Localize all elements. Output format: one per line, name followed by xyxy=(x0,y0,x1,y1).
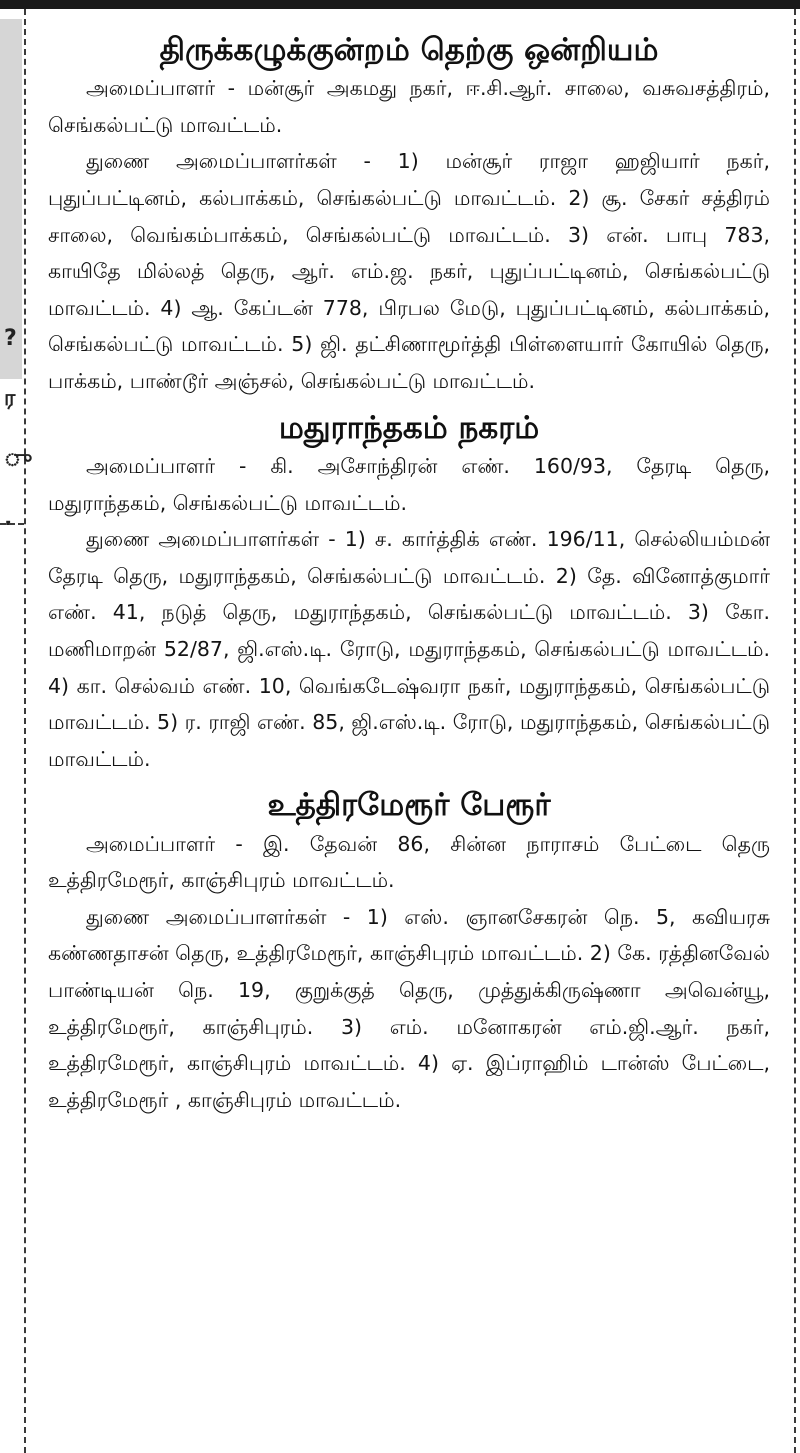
deputies-paragraph: துணை அமைப்பாளர்கள் - 1) மன்சூர் ராஜா ஹஜியார் நகர், புதுப்பட்டினம், கல்பாக்கம், செங்கல்பட்டு மாவட்டம். 2) சூ. சேகர் சத்திரம் சாலை, வெங்கம்பாக்கம், செங்கல்பட்டு மாவட்டம். 3) என். பாபு 783, காயிதே மில்லத் தெரு, ஆர். எம்.ஜ. நகர், புதுப்பட்டினம், செங்கல்பட்டு மாவட்டம். 4) ஆ. கேப்டன் 778, பிரபல மேடு, புதுப்பட்டினம், கல்பாக்கம், செங்கல்பட்டு மாவட்டம். 5) ஜி. தட்சிணாமூர்த்தி பிள்ளையார் கோயில் தெரு, பாக்கம், பாண்டூர் அஞ்சல், செங்கல்பட்டு மாவட்டம். xyxy=(48,149,770,394)
top-rule xyxy=(0,0,800,9)
fragment-2: ர xyxy=(4,386,16,411)
deputies-paragraph: துணை அமைப்பாளர்கள் - 1) ச. கார்த்திக் எண். 196/11, செல்லியம்மன் தேரடி தெரு, மதுராந்தகம், செங்கல்பட்டு மாவட்டம். 2) தே. வினோத்குமார் எண். 41, நடுத் தெரு, மதுராந்தகம், செங்கல்பட்டு மாவட்டம். 3) கோ. மணிமாறன் 52/87, ஜி.எஸ்.டி. ரோடு, மதுராந்தகம், செங்கல்பட்டு மாவட்டம். 4) கா. செல்வம் எண். 10, வெங்கடேஷ்வரா நகர், மதுராந்தகம், செங்கல்பட்டு மாவட்டம். 5) ர. ராஜி எண். 85, ஜி.எஸ்.டி. ரோடு, மதுராந்தகம், செங்கல்பட்டு மாவட்டம். xyxy=(48,527,770,771)
organizer-paragraph: அமைப்பாளர் - கி. அசோந்திரன் எண். 160/93, தேரடி தெரு, மதுராந்தகம், செங்கல்பட்டு மாவட்டம். xyxy=(48,453,770,515)
column-divider-tick xyxy=(0,523,24,525)
fragment-1: ? xyxy=(4,326,17,351)
adjacent-column-fragments xyxy=(4,309,33,549)
fragment-4: . xyxy=(4,506,13,531)
right-dashed-border xyxy=(794,9,796,1453)
section-heading-uthiramerur: உத்திரமேரூர் பேரூர் xyxy=(267,787,551,824)
section-heading-thirukazhukundram: திருக்கழுக்குன்றம் தெற்கு ஒன்றியம் xyxy=(159,32,659,68)
organizer-paragraph: அமைப்பாளர் - மன்சூர் அகமது நகர், ஈ.சி.ஆர். சாலை, வசுவசத்திரம், செங்கல்பட்டு மாவட்டம். xyxy=(48,76,770,137)
article-body xyxy=(48,30,770,1118)
adjacent-column-strip xyxy=(0,9,33,1453)
fragment-3: ு xyxy=(4,446,33,471)
section-heading-madurantakam: மதுராந்தகம் நகரம் xyxy=(278,409,540,446)
organizer-paragraph: அமைப்பாளர் - இ. தேவன் 86, சின்ன நாராசம் பேட்டை தெரு உத்திரமேரூர், காஞ்சிபுரம் மாவட்டம். xyxy=(48,831,770,893)
deputies-paragraph: துணை அமைப்பாளர்கள் - 1) எஸ். ஞானசேகரன் நெ. 5, கவியரசு கண்ணதாசன் தெரு, உத்திரமேரூர், காஞ்சிபுரம் மாவட்டம். 2) கே. ரத்தினவேல் பாண்டியன் நெ. 19, குறுக்குத் தெரு, முத்துக்கிருஷ்ணா அவென்யூ, உத்திரமேரூர், காஞ்சிபுரம். 3) எம். மனோகரன் எம்.ஜி.ஆர். நகர், உத்திரமேரூர், காஞ்சிபுரம் மாவட்டம். 4) ஏ. இப்ராஹிம் டான்ஸ் பேட்டை, உத்திரமேரூர் , காஞ்சிபுரம் மாவட்டம். xyxy=(48,904,770,1112)
